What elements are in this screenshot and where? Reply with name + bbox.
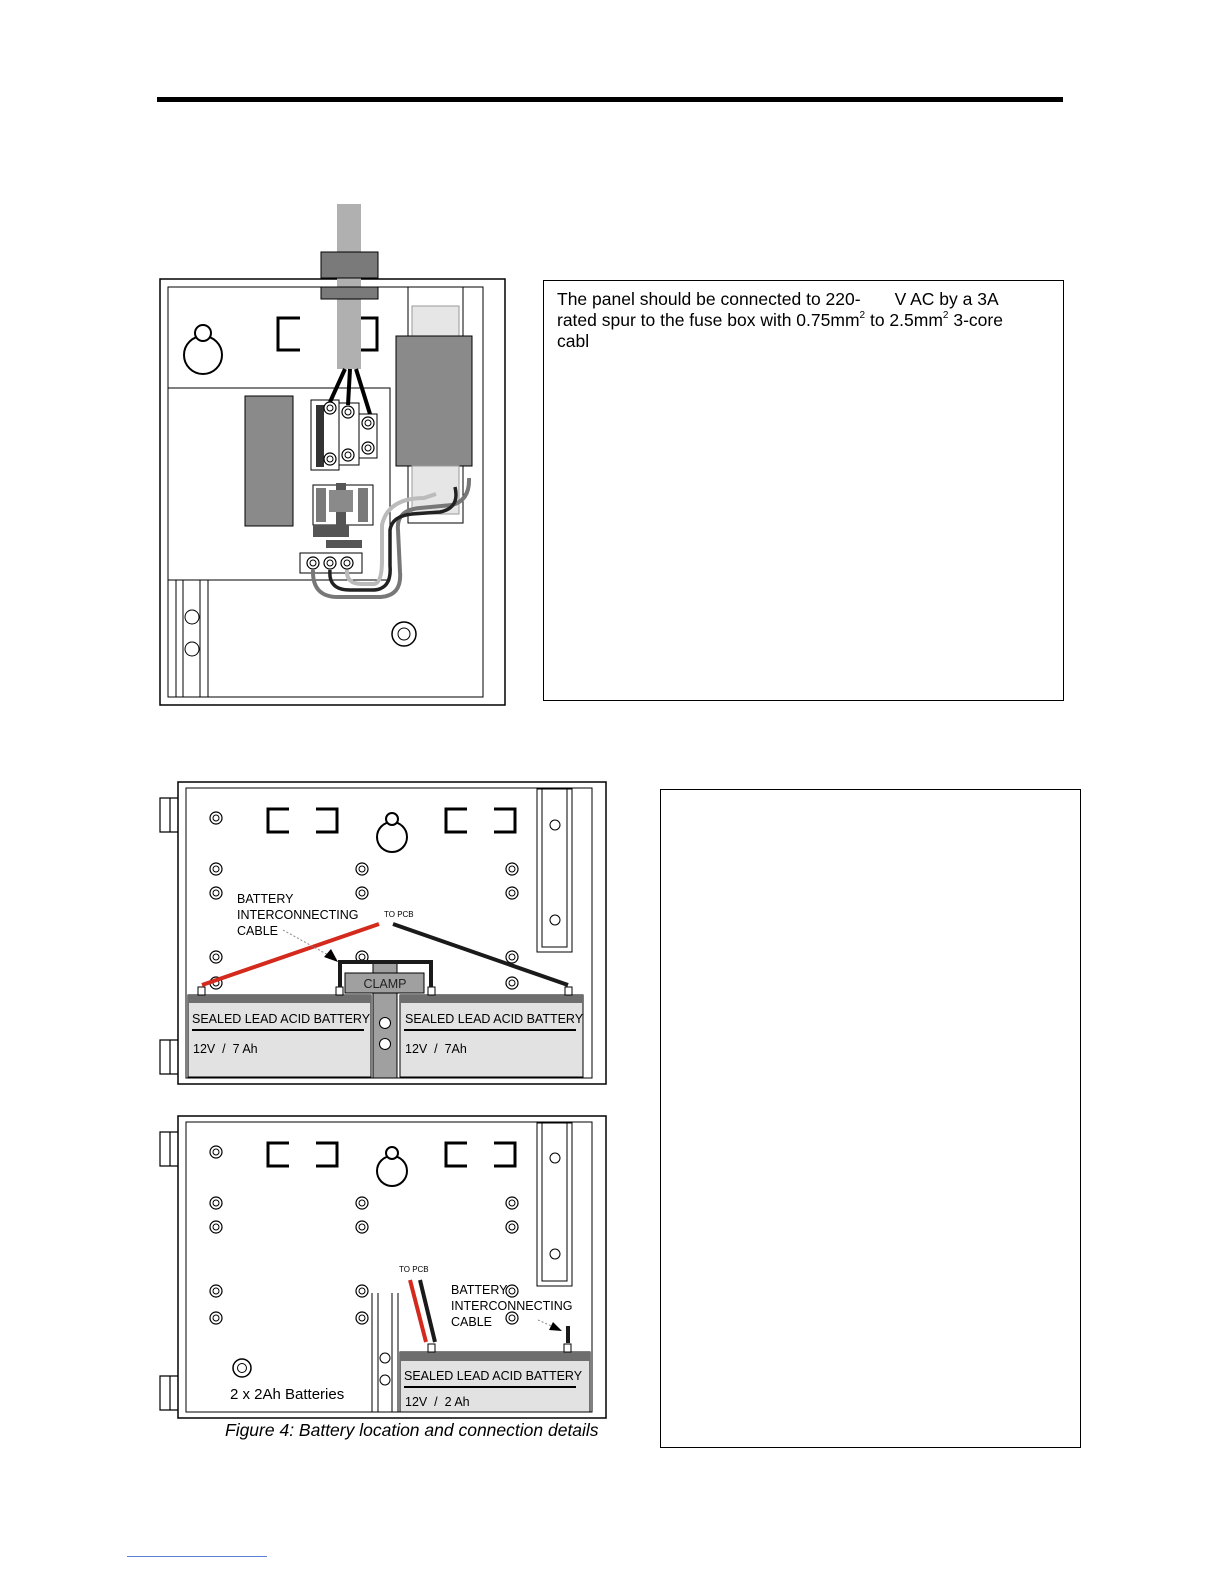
battery-2ah-diagram (160, 1116, 606, 1418)
battery-notes-box (660, 789, 1081, 1448)
cable-label-7ah-1: BATTERY (237, 892, 294, 906)
cable-label-2ah-2: INTERCONNECTING (451, 1299, 573, 1313)
figure-caption: Figure 4: Battery location and connection details (225, 1420, 599, 1440)
cable-label-7ah-3: CABLE (237, 924, 278, 938)
cable-label-2ah-3: CABLE (451, 1315, 492, 1329)
mains-note-line3: cabl (557, 331, 590, 351)
to-pcb-label-7ah: TO PCB (384, 910, 414, 919)
footer-link-underline (127, 1556, 267, 1557)
battery-right-rating: 12V / 7Ah (405, 1042, 467, 1056)
mains-note-line2: rated spur to the fuse box with $0.75mm^2$ to $2.5mm^2$ 3-core (557, 310, 1003, 330)
mains-enclosure-diagram (160, 204, 505, 705)
cable-label-2ah-1: BATTERY (451, 1283, 508, 1297)
batteries-note: 2 x 2Ah Batteries (230, 1386, 345, 1403)
mains-note-box (543, 280, 1064, 701)
cable-label-7ah-2: INTERCONNECTING (237, 908, 359, 922)
battery-right-title: SEALED LEAD ACID BATTERY (405, 1012, 584, 1026)
battery-left-rating: 12V / 7 Ah (193, 1042, 258, 1056)
battery-left-title: SEALED LEAD ACID BATTERY (192, 1012, 371, 1026)
battery-2ah-rating: 12V / 2 Ah (405, 1395, 470, 1409)
to-pcb-label-2ah: TO PCB (399, 1265, 429, 1274)
battery-2ah-title: SEALED LEAD ACID BATTERY (404, 1369, 583, 1383)
battery-7ah-diagram (160, 782, 606, 1084)
clamp-label: CLAMP (363, 977, 407, 991)
mains-note-line1: The panel should be connected to 220- V AC by a 3A (557, 289, 999, 309)
